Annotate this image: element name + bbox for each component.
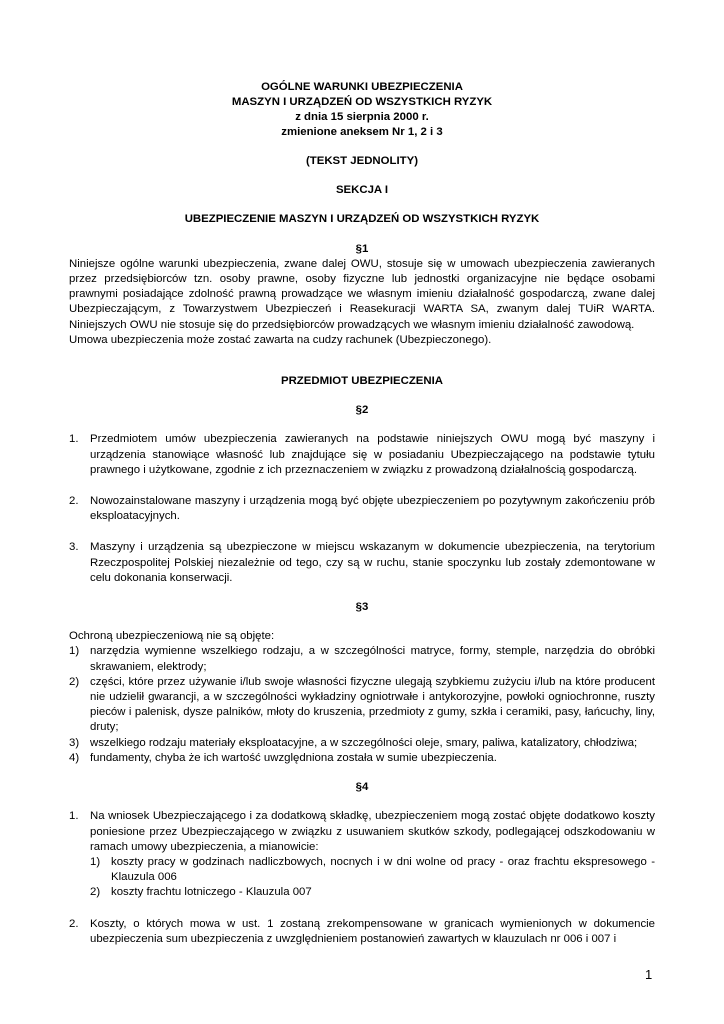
item-text: Na wniosek Ubezpieczającego i za dodatkową składkę, ubezpieczeniem mogą zostać objęte dodatkowo koszty poniesione przez Ubezpieczającego w związku z usuwaniem skutków szkody, podlegającej odszkodowaniu w ramach umowy ubezpieczenia, a mianowicie: (90, 810, 655, 853)
paragraph-4-sub-list (90, 855, 655, 901)
paragraph-1-text: Niniejsze ogólne warunki ubezpieczenia, zwane dalej OWU, stosuje się w umowach ubezpieczenia zawieranych przez przedsiębiorców tzn. osoby prawne, osoby fizyczne lub jednostki organizacyjne nie będące osobami prawnymi posiadające zdolność prawną prowadzące we własnym imieniu działalność gospodarczą, zwane dalej Ubezpieczającym, z Towarzystwem Ubezpieczeń i Reasekuracji WARTA SA, zwanym dalej TUiR WARTA. Niniejszych OWU nie stosuje się do przedsiębiorców prowadzących we własnym imieniu działalność zawodową. (69, 257, 655, 331)
sub-item-number: 1) (90, 855, 101, 868)
item-text: Maszyny i urządzenia są ubezpieczone w miejscu wskazanym w dokumencie ubezpieczenia, na terytorium Rzeczpospolitej Polskiej niezależnie od tego, czy są w ruchu, stanie spoczynku lub zostały zdemontowane w celu dokonania konserwacji. (90, 541, 655, 584)
paragraph-2-item-2 (69, 494, 655, 524)
paragraph-3-heading: §3 (355, 601, 369, 614)
paragraph-2-item-3 (69, 540, 655, 586)
page-number: 1 (645, 967, 653, 982)
section-label: SEKCJA I (335, 184, 389, 197)
item-number: 4) (69, 751, 80, 764)
item-text: wszelkiego rodzaju materiały eksploatacyjne, a w szczególności oleje, smary, paliwa, katalizatory, chłodziwa; (90, 736, 638, 749)
item-number: 3. (69, 541, 79, 554)
sub-item-text: koszty pracy w godzinach nadliczbowych, nocnych i w dni wolne od pracy - oraz frachtu ekspresowego - Klauzula 006 (111, 855, 655, 884)
paragraph-3-intro: Ochroną ubezpieczeniową nie są objęte: (69, 630, 275, 643)
paragraph-4-sub-item-1 (90, 855, 655, 885)
item-text: części, które przez używanie i/lub swoje własności fizyczne ulegają szybkiemu zużyciu i/lub na które producent nie udzielił gwarancji, a w szczególności wykładziny ogniotrwałe i antykorozyjne, powłoki ogniochronne, ruszty pieców i palenisk, dysze palników, młoty do kruszenia, przedmioty z gumy, szkła i ceramiki, pasy, łańcuchy, liny, druty; (90, 675, 655, 734)
sub-item-text: koszty frachtu lotniczego - Klauzula 007 (111, 886, 312, 899)
paragraph-4-item-1 (69, 809, 655, 900)
title-line-3: z dnia 15 sierpnia 2000 r. (295, 111, 429, 123)
title-line-1: OGÓLNE WARUNKI UBEZPIECZENIA (261, 81, 463, 93)
paragraph-4-heading: §4 (355, 781, 369, 794)
paragraph-4-item-2 (69, 917, 655, 947)
paragraph-3-item-1 (69, 644, 655, 674)
item-number: 1. (69, 433, 79, 446)
document-page (69, 80, 655, 947)
title-line-2: MASZYN I URZĄDZEŃ OD WSZYSTKICH RYZYK (231, 96, 493, 108)
paragraph-3-item-3 (69, 736, 655, 751)
paragraph-2-heading: §2 (355, 404, 369, 417)
item-text: narzędzia wymienne wszelkiego rodzaju, a w szczególności matryce, formy, stemple, narzędzia do obróbki skrawaniem, elektrody; (90, 645, 655, 673)
paragraph-4-sub-item-2 (90, 885, 655, 900)
item-number: 1) (69, 645, 80, 658)
paragraph-3-item-4 (69, 751, 655, 766)
item-number: 2. (69, 917, 79, 930)
item-number: 2) (69, 675, 80, 688)
item-number: 1. (69, 810, 79, 823)
document-title (69, 80, 655, 140)
item-text: Nowozainstalowane maszyny i urządzenia mogą być objęte ubezpieczeniem po pozytywnym zakończeniu prób eksploatacyjnych. (90, 495, 655, 523)
section-title: UBEZPIECZENIE MASZYN I URZĄDZEŃ OD WSZYSTKICH RYZYK (184, 213, 540, 226)
paragraph-2-item-1 (69, 432, 655, 478)
title-line-4: zmienione aneksem Nr 1, 2 i 3 (281, 126, 443, 138)
item-number: 2. (69, 495, 79, 508)
subject-heading: PRZEDMIOT UBEZPIECZENIA (280, 375, 443, 388)
paragraph-3-item-2 (69, 675, 655, 736)
consolidated-text-label: (TEKST JEDNOLITY) (305, 155, 418, 167)
paragraph-1-text-2: Umowa ubezpieczenia może zostać zawarta na cudzy rachunek (Ubezpieczonego). (69, 333, 492, 346)
item-text: fundamenty, chyba że ich wartość uwzględniona została w sumie ubezpieczenia. (90, 751, 497, 764)
item-number: 3) (69, 736, 80, 749)
item-text: Przedmiotem umów ubezpieczenia zawieranych na podstawie niniejszych OWU mogą być maszyny i urządzenia stanowiące własność lub znajdujące się w posiadaniu Ubezpieczającego na podstawie tytułu prawnego i użytkowane, zgodnie z ich przeznaczeniem w związku z prowadzoną działalnością gospodarczą. (90, 433, 655, 476)
item-text: Koszty, o których mowa w ust. 1 zostaną zrekompensowane w granicach wymienionych w dokumencie ubezpieczenia sum ubezpieczenia z uwzględnieniem postanowień zawartych w klauzulach nr 006 i 007 i (90, 917, 655, 945)
paragraph-1-heading: §1 (355, 242, 369, 255)
sub-item-number: 2) (90, 886, 101, 899)
